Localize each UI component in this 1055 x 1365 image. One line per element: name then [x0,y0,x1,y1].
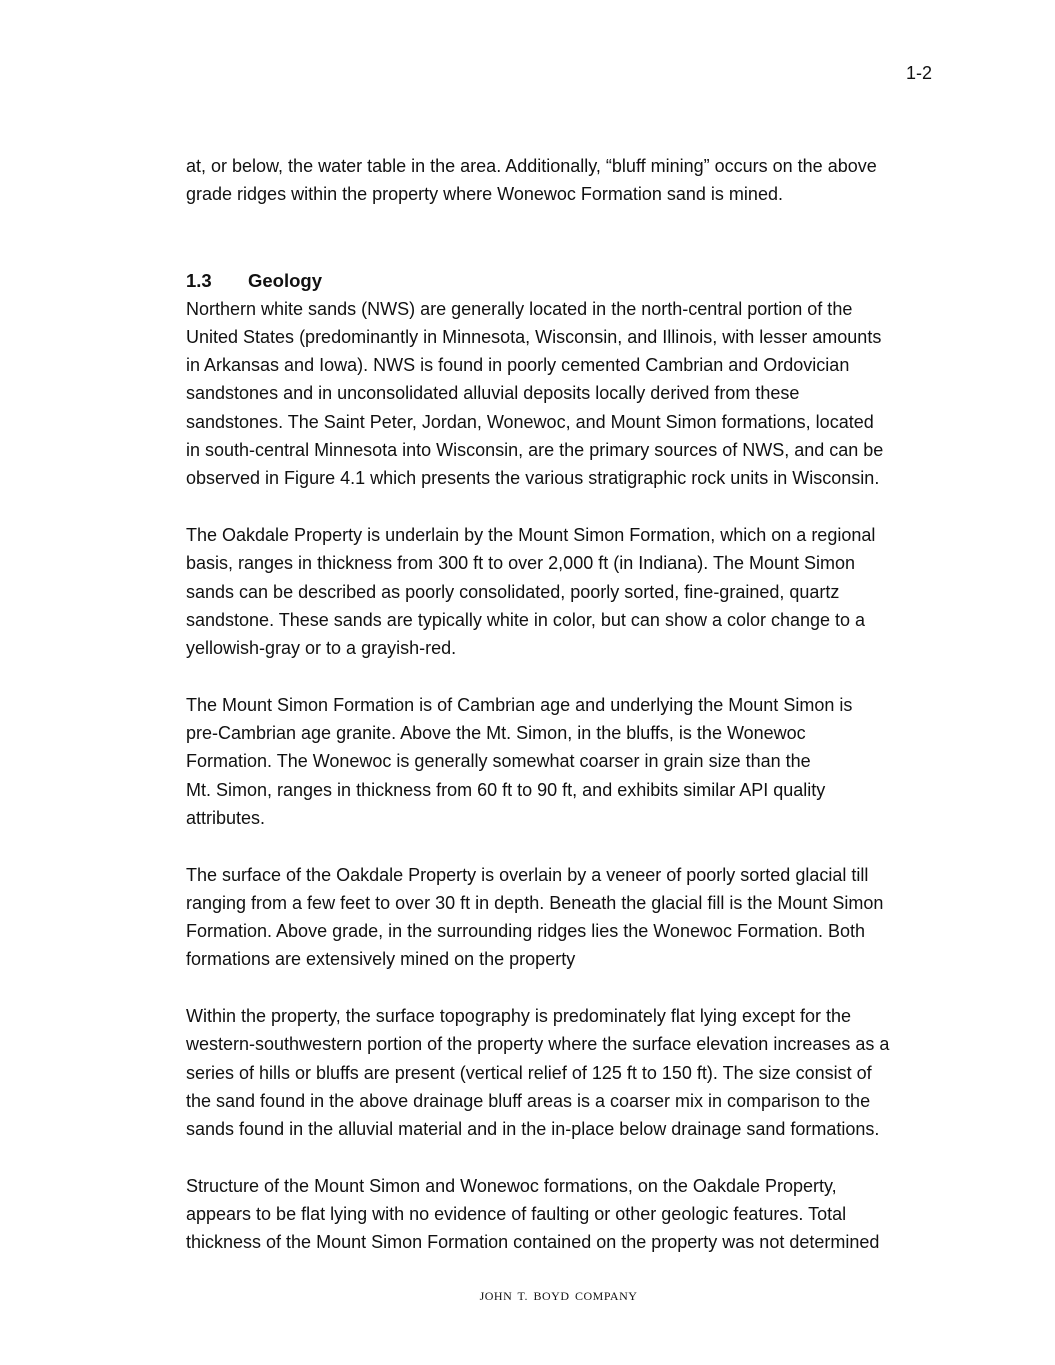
section-title: Geology [248,269,323,291]
text-line: The Oakdale Property is underlain by the Mount Simon Formation, which on a regional [186,524,876,545]
text-line: attributes. [186,807,266,828]
text-line: observed in Figure 4.1 which presents the various stratigraphic rock units in Wisconsin. [186,468,880,489]
text-line: Formation. Above grade, in the surrounding ridges lies the Wonewoc Formation. Both [186,921,866,942]
text-line: Within the property, the surface topography is predominately flat lying except for the [186,1006,852,1027]
text-line: sandstones. The Saint Peter, Jordan, Wonewoc, and Mount Simon formations, located [186,411,874,432]
text-line: United States (predominantly in Minnesota, Wisconsin, and Illinois, with lesser amounts [186,326,882,347]
text-line: Formation. The Wonewoc is generally somewhat coarser in grain size than the [186,751,811,772]
section-number: 1.3 [186,269,212,291]
document-body [186,152,946,1257]
text-line: grade ridges within the property where Wonewoc Formation sand is mined. [186,184,783,205]
footer-company: JOHN T. BOYD COMPANY [479,1289,638,1303]
paragraph-surface-till [186,861,946,974]
paragraph-nws-overview [186,295,946,493]
text-line: sands found in the alluvial material and in the in-place below drainage sand formations. [186,1119,880,1140]
text-line: thickness of the Mount Simon Formation contained on the property was not determined [186,1232,880,1253]
text-line: formations are extensively mined on the property [186,949,576,970]
text-line: in Arkansas and Iowa). NWS is found in poorly cemented Cambrian and Ordovician [186,355,850,376]
text-line: Structure of the Mount Simon and Wonewoc formations, on the Oakdale Property, [186,1175,837,1196]
text-line: sands can be described as poorly consolidated, poorly sorted, fine-grained, quartz [186,581,840,602]
text-line: basis, ranges in thickness from 300 ft to over 2,000 ft (in Indiana). The Mount Simon [186,553,856,574]
text-line: sandstone. These sands are typically white in color, but can show a color change to a [186,609,866,630]
intro-paragraph [186,152,946,209]
text-line: Northern white sands (NWS) are generally located in the north-central portion of the [186,298,853,319]
paragraph-topography [186,1002,946,1143]
text-line: yellowish-gray or to a grayish-red. [186,638,457,659]
text-line: appears to be flat lying with no evidence of faulting or other geologic features. Total [186,1204,847,1225]
page-number: 1-2 [905,63,932,83]
text-line: The surface of the Oakdale Property is overlain by a veneer of poorly sorted glacial till [186,864,869,885]
text-line: ranging from a few feet to over 30 ft in depth. Beneath the glacial fill is the Mount Simon [186,892,884,913]
text-line: Mt. Simon, ranges in thickness from 60 ft to 90 ft, and exhibits similar API quality [186,779,826,800]
paragraph-oakdale-mount-simon [186,521,946,662]
section-heading [186,267,946,295]
text-line: series of hills or bluffs are present (vertical relief of 125 ft to 150 ft). The size consist of [186,1062,872,1083]
text-line: pre-Cambrian age granite. Above the Mt. Simon, in the bluffs, is the Wonewoc [186,723,806,744]
text-line: western-southwestern portion of the property where the surface elevation increases as a [186,1034,890,1055]
text-line: in south-central Minnesota into Wisconsin, are the primary sources of NWS, and can be [186,440,884,461]
text-line: sandstones and in unconsolidated alluvial deposits locally derived from these [186,383,800,404]
text-line: the sand found in the above drainage bluff areas is a coarser mix in comparison to the [186,1090,871,1111]
paragraph-structure [186,1172,946,1257]
text-line: The Mount Simon Formation is of Cambrian age and underlying the Mount Simon is [186,694,853,715]
text-line: at, or below, the water table in the area. Additionally, “bluff mining” occurs on the above [186,156,877,176]
paragraph-cambrian-age [186,691,946,832]
